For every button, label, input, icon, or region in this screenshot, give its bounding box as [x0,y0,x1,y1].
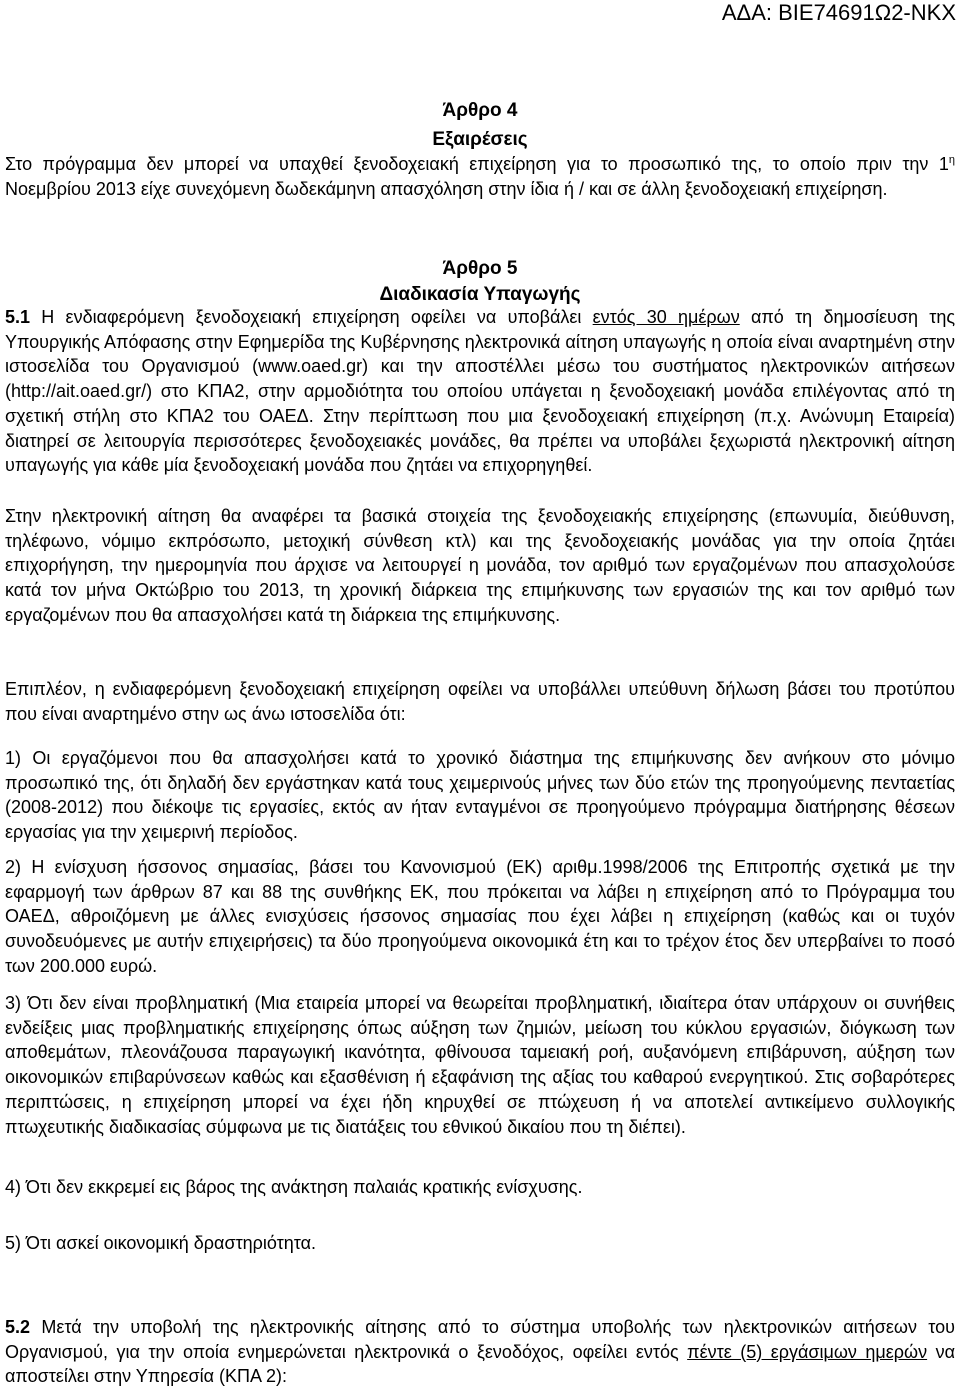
declaration-item-1: 1) Οι εργαζόμενοι που θα απασχολήσει κατά το χρονικό διάστημα της επιμήκυνσης δεν ανήκουν στο μόνιμο προσωπικό της, ότι δηλαδή δεν εργάστηκαν κατά τους χειμερινούς μήνες των δύο ετών της προηγούμενης πενταετίας (2008-2012) που διέκοψε τις εργασίες, εκτός αν ήταν ενταγμένοι σε προηγούμενο πρόγραμμα διατήρησης θέσεων εργασίας για την χειμερινή περίοδος. [5,748,955,843]
article-4-paragraph [5,152,955,201]
section-5-1-text-b: από τη δημοσίευση της Υπουργικής Απόφασης στην Εφημερίδα της Κυβέρνησης ηλεκτρονικά αίτηση υπαγωγής η οποία είναι αναρτημένη στην ιστοσελίδα του Οργανισμού (www.oaed.gr) και την αποστέλλει μέσω του συστήματος ηλεκτρονικών αιτήσεων (http://ait.oaed.gr/) στο ΚΠΑ2, στην αρμοδιότητα του οποίου υπάγεται η ξενοδοχειακή μονάδα επιλέγοντας από τη σχετική στήλη στο ΚΠΑ2 του ΟΑΕΔ. Στην περίπτωση που μια ξενοδοχειακή επιχείρηση (π.χ. Ανώνυμη Εταιρεία) διατηρεί σε λειτουργία περισσότερες ξενοδοχειακές μονάδες, θα πρέπει να υποβάλει ξεχωριστά ηλεκτρονική αίτηση υπαγωγής για κάθε μία ξενοδοχειακή μονάδα που ζητάει να επιχορηγηθεί. [5,307,956,476]
article-5-title: Άρθρο 5 [442,258,518,279]
declaration-item-5: 5) Ότι ασκεί οικονομική δραστηριότητα. [5,1233,317,1253]
section-5-1-declaration-intro: Επιπλέον, η ενδιαφερόμενη ξενοδοχειακή επιχείρηση οφείλει να υποβάλλει υπεύθυνη δήλωση βάσει του προτύπου που είναι αναρτημένο στην ως άνω ιστοσελίδα ότι: [5,679,955,724]
ordinal-superscript: η [948,154,955,166]
section-5-1-number: 5.1 [5,307,31,327]
section-5-2-paragraph [5,1315,955,1389]
declaration-item-3: 3) Ότι δεν είναι προβληματική (Μια εταιρεία μπορεί να θεωρείται προβληματική, ιδιαίτερα όταν υπάρχουν οι συνήθεις ενδείξεις μιας προβληματικής επιχείρησης όπως αύξηση των ζημιών, μείωση του κύκλου εργασιών, διόγκωση των αποθεμάτων, πλεονάζουσα παραγωγική ικανότητα, φθίνουσα ταμειακή ροή, αυξανόμενη επιβάρυνση, αύξηση των οικονομικών επιβαρύνσεων καθώς και εξασθένιση ή εξαφάνιση της αξίας του καθαρού ενεργητικού. Στις σοβαρότερες περιπτώσεις, η επιχείρηση μπορεί να έχει ήδη κηρυχθεί σε πτώχευση ή να αποτελεί αντικείμενο συλλογικής πτωχευτικής διαδικασίας σύμφωνα με τις διατάξεις του εθνικού δικαίου που τη διέπει). [5,993,955,1137]
deadline-30-days: εντός 30 ημέρων [592,307,740,327]
article-4-text-b: Νοεμβρίου 2013 είχε συνεχόμενη δωδεκάμηνη απασχόληση στην ίδια ή / και σε άλλη ξενοδοχειακή επιχείρηση. [5,178,888,199]
section-5-1-details: Στην ηλεκτρονική αίτηση θα αναφέρει τα βασικά στοιχεία της ξενοδοχειακής επιχείρησης (επωνυμία, διεύθυνση, τηλέφωνο, νόμιμο εκπρόσωπο, μετοχική σύνθεση κτλ) και της ξενοδοχειακής μονάδας για την οποία ζητάει επιχορήγηση, την ημερομηνία που άρχισε να λειτουργεί η μονάδα, τον αριθμό των εργαζομένων που απασχολούσε κατά τον μήνα Οκτώβριο του 2013, τη χρονική διάρκεια της επιμήκυνσης των εργασιών της και τον αριθμό των εργαζομένων που θα απασχολήσει κατά τη διάρκεια της επιμήκυνσης. [5,506,955,625]
article-4-subtitle: Εξαιρέσεις [432,129,528,150]
declaration-item-2: 2) Η ενίσχυση ήσσονος σημασίας, βάσει του Κανονισμού (ΕΚ) αριθμ.1998/2006 της Επιτροπής σχετικά με την εφαρμογή των άρθρων 87 και 88 της συνθήκης ΕΚ, που πρόκειται να λάβει η επιχείρηση από το Πρόγραμμα του ΟΑΕΔ, αθροιζόμενη με άλλες ενισχύσεις ήσσονος σημασίας που έχει λάβει η επιχείρηση (καθώς και οι τυχόν συνοδευόμενες με αυτήν επιχειρήσεις) τα δύο προηγούμενα οικονομικά έτη και το τρέχον έτος δεν υπερβαίνει το ποσό των 200.000 ευρώ. [5,857,955,976]
section-5-1-paragraph [5,305,955,478]
section-5-2-text-b: να αποστείλει στην Υπηρεσία (ΚΠΑ 2): [5,1341,956,1387]
article-4-text-a: Στο πρόγραμμα δεν μπορεί να υπαχθεί ξενοδοχειακή επιχείρηση για το προσωπικό της, το οποίο πριν την 1 [5,154,949,174]
section-5-2-number: 5.2 [5,1317,31,1337]
section-5-2-text-a: Μετά την υποβολή της ηλεκτρονικής αίτησης από το σύστημα υποβολής των ηλεκτρονικών αιτήσεων του Οργανισμού, για την οποία ενημερώνεται ηλεκτρονικά ο ξενοδόχος, οφείλει εντός [5,1317,955,1362]
article-4-title: Άρθρο 4 [442,100,518,121]
section-5-1-text-a: Η ενδιαφερόμενη ξενοδοχειακή επιχείρηση οφείλει να υποβάλει [30,307,593,327]
declaration-item-4: 4) Ότι δεν εκκρεμεί εις βάρος της ανάκτηση παλαιάς κρατικής ενίσχυσης. [5,1177,583,1197]
ada-header: ΑΔΑ: ΒΙΕ74691Ω2-ΝΚΧ [721,0,956,25]
deadline-5-days: πέντε (5) εργάσιμων ημερών [687,1341,928,1362]
article-5-subtitle: Διαδικασία Υπαγωγής [379,284,581,305]
